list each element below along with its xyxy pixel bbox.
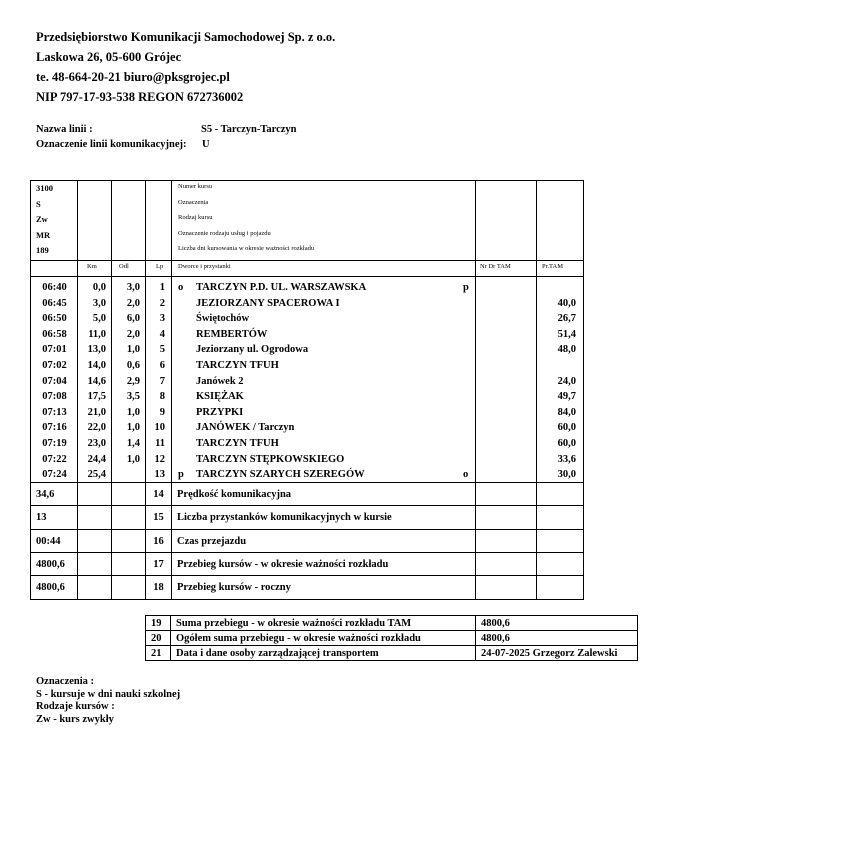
line-designation-value: U — [202, 139, 210, 150]
stop-time: 07:02 — [42, 360, 67, 371]
stop-km: 11,0 — [88, 328, 106, 340]
stop-lp: 10 — [154, 422, 165, 434]
stop-time: 07:19 — [42, 438, 67, 449]
col-km: Km — [87, 263, 97, 270]
stop-name: TARCZYN TFUH — [196, 438, 279, 449]
stop-odl: 1,4 — [126, 438, 140, 449]
legend-marks-title: Oznaczenia : — [36, 676, 95, 687]
summary-lp: 17 — [146, 553, 172, 576]
stop-odl: 1,0 — [126, 344, 140, 356]
summary-value: 4800,6 — [31, 576, 78, 600]
stop-odl: 1,0 — [126, 422, 140, 434]
totals-lp: 21 — [146, 646, 171, 661]
stop-lp: 13 — [154, 469, 165, 481]
stop-lp: 4 — [159, 328, 165, 340]
stop-name: TARCZYN P.D. UL. WARSZAWSKA — [196, 282, 367, 293]
stop-odl: 6,0 — [126, 313, 140, 325]
stop-odl: 0,6 — [126, 360, 140, 371]
stop-pre-mark: o — [178, 282, 184, 293]
stop-time: 07:13 — [42, 406, 67, 418]
stop-prtam: 26,7 — [557, 313, 576, 325]
course-header-description: Rodzaj kursu — [178, 214, 213, 221]
company-name: Przedsiębiorstwo Komunikacji Samochodowej Sp. z o.o. — [36, 30, 336, 44]
stop-prtam: 48,0 — [557, 344, 576, 356]
stop-post-mark: o — [463, 469, 469, 481]
stop-prtam: 33,6 — [557, 453, 576, 465]
course-header-description: Oznaczenie rodzaju usług i pojazdu — [178, 229, 271, 237]
legend-types-item: Zw - kurs zwykły — [36, 714, 114, 725]
totals-row — [146, 646, 638, 661]
totals-value: 24-07-2025 Grzegorz Zalewski — [476, 646, 638, 661]
stops-body — [31, 277, 584, 483]
stop-name: JEZIORZANY SPACEROWA I — [196, 297, 340, 309]
stop-prtam: 84,0 — [557, 406, 576, 418]
stop-time: 07:22 — [42, 453, 67, 465]
summary-label: Czas przejazdu — [172, 530, 476, 553]
line-designation-label: Oznaczenie linii komunikacyjnej: — [36, 139, 187, 150]
stop-km: 22,0 — [87, 422, 106, 434]
line-name-label: Nazwa linii : — [36, 124, 93, 135]
stop-name: Janówek 2 — [196, 375, 244, 387]
stop-prtam: 24,0 — [557, 375, 576, 387]
stop-name: Świętochów — [196, 313, 250, 325]
legend-types-title: Rodzaje kursów : — [36, 701, 115, 712]
totals-row — [146, 616, 638, 631]
stop-name: JANÓWEK / Tarczyn — [196, 422, 295, 434]
stop-prtam: 60,0 — [557, 422, 576, 434]
stop-km: 23,0 — [87, 438, 106, 449]
summary-lp: 14 — [146, 483, 172, 506]
stop-km: 14,6 — [87, 375, 106, 387]
totals-lp: 20 — [146, 631, 171, 646]
stop-lp: 1 — [159, 282, 165, 293]
stop-time: 06:40 — [42, 282, 67, 293]
stop-km: 14,0 — [87, 360, 106, 371]
stop-lp: 11 — [155, 438, 165, 449]
stop-odl: 2,0 — [126, 328, 140, 340]
summary-row — [31, 576, 584, 600]
totals-label: Suma przebiegu - w okresie ważności rozkładu TAM — [171, 616, 476, 631]
stop-name: KSIĘŻAK — [196, 391, 244, 403]
stop-km: 24,4 — [87, 453, 106, 465]
totals-value: 4800,6 — [476, 631, 638, 646]
stop-time: 06:50 — [42, 313, 67, 325]
stop-lp: 7 — [159, 375, 165, 387]
totals-table — [145, 615, 638, 661]
stop-odl: 2,0 — [126, 297, 140, 309]
summary-row — [31, 530, 584, 553]
stop-time: 07:01 — [42, 344, 67, 356]
totals-value: 4800,6 — [476, 616, 638, 631]
course-header-description: Liczba dni kursowania w okresie ważności rozkładu — [178, 245, 315, 252]
summary-row — [31, 553, 584, 576]
legend-marks-item: S - kursuje w dni nauki szkolnej — [36, 689, 181, 700]
stop-odl: 3,5 — [126, 391, 140, 403]
stop-lp: 8 — [159, 391, 165, 403]
stop-odl: 3,0 — [126, 282, 140, 293]
stop-prtam: 30,0 — [557, 469, 576, 481]
stop-odl: 1,0 — [126, 406, 140, 418]
stop-km: 25,4 — [87, 469, 106, 481]
totals-lp: 19 — [146, 616, 171, 631]
summary-value: 4800,6 — [31, 553, 78, 576]
summary-value: 00:44 — [31, 530, 78, 553]
stop-time: 06:45 — [42, 297, 67, 309]
stop-prtam: 40,0 — [557, 297, 576, 309]
col-lp: Lp — [156, 263, 164, 270]
col-odl: Odl — [119, 263, 129, 270]
course-header-row — [31, 181, 584, 261]
summary-label: Przebieg kursów - w okresie ważności rozkładu — [172, 553, 476, 576]
summary-lp: 15 — [146, 506, 172, 530]
company-contact: te. 48-664-20-21 biuro@pksgrojec.pl — [36, 70, 230, 84]
stop-time: 07:24 — [42, 469, 67, 481]
stop-name: PRZYPKI — [196, 406, 244, 418]
stop-lp: 5 — [159, 344, 165, 356]
stop-time: 07:08 — [42, 391, 67, 403]
stop-odl: 1,0 — [126, 453, 140, 465]
timetable — [30, 180, 584, 600]
stop-km: 13,0 — [87, 344, 106, 356]
stop-km: 21,0 — [87, 406, 106, 418]
stop-km: 0,0 — [92, 282, 106, 293]
stop-name: REMBERTÓW — [196, 328, 268, 340]
course-header-value: MR — [36, 229, 51, 240]
stop-time: 07:04 — [42, 375, 67, 387]
col-nrdr: Nr Dr TAM — [480, 263, 511, 270]
summary-lp: 18 — [146, 576, 172, 600]
stop-name: TARCZYN STĘPKOWSKIEGO — [196, 453, 345, 465]
stop-name: Jeziorzany ul. Ogrodowa — [196, 344, 309, 356]
col-prtam: Pr.TAM — [542, 263, 563, 270]
stop-prtam: 60,0 — [557, 438, 576, 449]
summary-value: 13 — [31, 506, 78, 530]
stop-time: 07:16 — [42, 422, 67, 434]
totals-label: Ogółem suma przebiegu - w okresie ważności rozkładu — [171, 631, 476, 646]
course-header-value: Zw — [36, 214, 48, 224]
stop-km: 5,0 — [92, 313, 106, 325]
summary-label: Przebieg kursów - roczny — [172, 576, 476, 600]
stop-lp: 3 — [159, 313, 165, 325]
stop-lp: 12 — [154, 453, 165, 465]
course-header-value: S — [36, 198, 41, 209]
stop-prtam: 49,7 — [557, 391, 576, 403]
stop-name: TARCZYN TFUH — [196, 360, 279, 371]
company-ids: NIP 797-17-93-538 REGON 672736002 — [36, 90, 244, 104]
stop-name: TARCZYN SZARYCH SZEREGÓW — [196, 469, 365, 481]
summary-value: 34,6 — [31, 483, 78, 506]
totals-label: Data i dane osoby zarządzającej transportem — [171, 646, 476, 661]
column-header-row — [31, 261, 584, 277]
summary-lp: 16 — [146, 530, 172, 553]
summary-label: Prędkość komunikacyjna — [172, 483, 476, 506]
summary-row — [31, 506, 584, 530]
col-stops: Dworce i przystanki — [178, 263, 231, 270]
line-name-value: S5 - Tarczyn-Tarczyn — [201, 124, 297, 135]
stop-pre-mark: p — [178, 469, 184, 481]
stop-prtam: 51,4 — [557, 328, 576, 340]
stop-post-mark: p — [463, 282, 469, 293]
summary-row — [31, 483, 584, 506]
stop-odl: 2,9 — [126, 375, 140, 387]
course-header-value: 189 — [36, 245, 49, 255]
course-header-description: Numer kursu — [178, 183, 213, 190]
company-address: Laskowa 26, 05-600 Grójec — [36, 50, 182, 64]
summary-label: Liczba przystanków komunikacyjnych w kursie — [172, 506, 476, 530]
course-header-value: 3100 — [36, 183, 53, 193]
totals-row — [146, 631, 638, 646]
stop-lp: 2 — [159, 297, 165, 309]
stop-lp: 6 — [159, 360, 165, 371]
stop-lp: 9 — [159, 406, 165, 418]
stop-km: 17,5 — [87, 391, 106, 403]
stop-time: 06:58 — [42, 328, 67, 340]
stop-km: 3,0 — [92, 297, 106, 309]
course-header-description: Oznaczenia — [178, 198, 209, 206]
